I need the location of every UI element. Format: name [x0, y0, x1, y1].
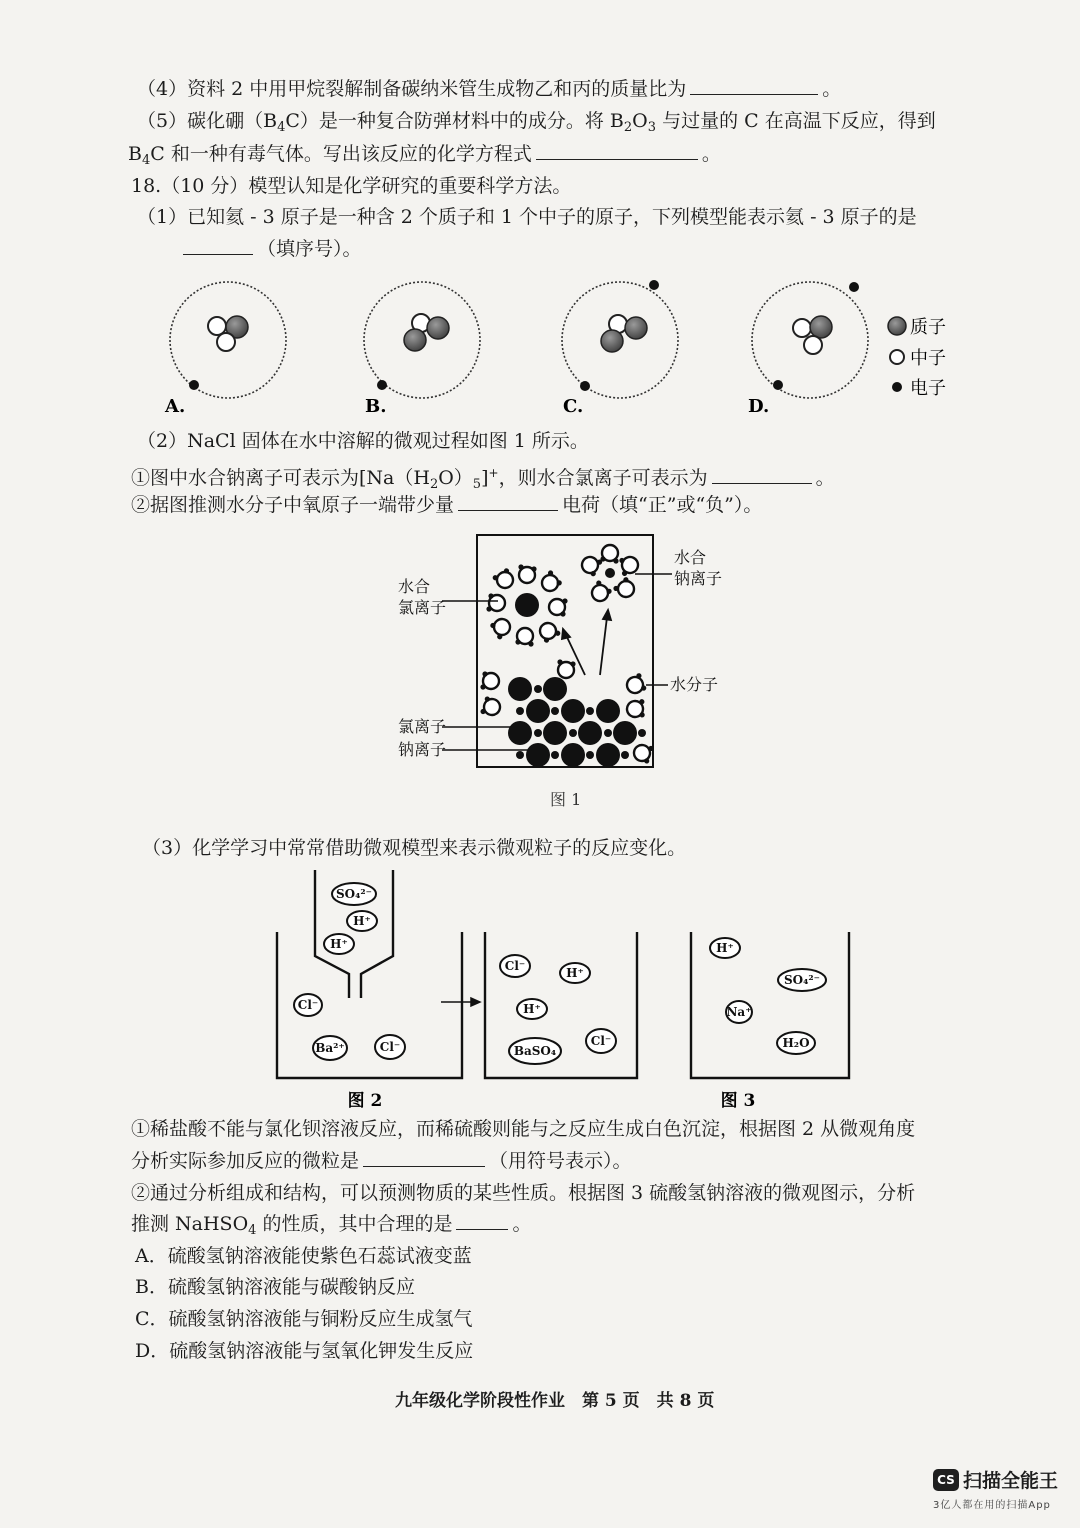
q18-part3-intro: （3）化学学习中常常借助微观模型来表示微观粒子的反应变化。 — [142, 837, 687, 859]
ion-chloride: Cl⁻ — [590, 1034, 612, 1048]
atom-legend — [888, 317, 946, 399]
q18-part1-line1: （1）已知氦 - 3 原子是一种含 2 个质子和 1 个中子的原子，下列模型能表示氦 - 3 原子的是 — [137, 206, 917, 228]
q18-part3-q2-line1: ②通过分析组成和结构，可以预测物质的某些性质。根据图 3 硫酸氢钠溶液的微观图示，分析 — [131, 1182, 916, 1204]
svg-text:氯离子: 氯离子 — [398, 598, 447, 617]
atom-model-a[interactable] — [170, 282, 286, 398]
neutron-legend-icon — [890, 350, 904, 364]
q18-header: 18.（10 分）模型认知是化学研究的重要科学方法。 — [131, 175, 572, 197]
q18-part2-intro: （2）NaCl 固体在水中溶解的微观过程如图 1 所示。 — [137, 430, 589, 452]
q18-part3-q2-line2: 推测 NaHSO$_4$ 的性质，其中合理的是 。 — [131, 1213, 532, 1238]
q17-part5-line2: $B_4C$ 和一种有毒气体。写出该反应的化学方程式 。 — [128, 143, 721, 168]
answer-blank[interactable] — [456, 1211, 508, 1230]
figure-2-caption: 图 2 — [347, 1091, 383, 1110]
answer-blank[interactable] — [712, 465, 812, 484]
scanner-watermark: CS 扫描全能王 3亿人都在用的扫描App — [933, 1470, 1059, 1511]
svg-text:质子: 质子 — [910, 317, 946, 338]
label-hydrated-sodium: 水合 — [674, 548, 707, 567]
page-footer: 九年级化学阶段性作业 第 5 页 共 8 页 — [395, 1391, 715, 1411]
precipitate-barium-sulfate: BaSO₄ — [513, 1044, 557, 1058]
figure-1-caption: 图 1 — [550, 790, 582, 809]
ion-hydrogen: H⁺ — [523, 1002, 541, 1016]
ion-barium: Ba²⁺ — [315, 1041, 345, 1055]
atom-model-d[interactable] — [752, 282, 868, 398]
ion-hydrogen: H⁺ — [353, 914, 371, 928]
svg-text:中子: 中子 — [910, 348, 946, 369]
hydrated-chloride-ion — [486, 564, 567, 646]
label-sodium-ion: 钠离子 — [398, 740, 447, 759]
q18-part3-q1-line1: ①稀盐酸不能与氯化钡溶液反应，而稀硫酸则能与之反应生成白色沉淀，根据图 2 从微观角度 — [131, 1118, 916, 1140]
answer-blank[interactable] — [536, 141, 698, 160]
option-label-c: C. — [563, 396, 584, 417]
choice-b[interactable]: B．硫酸氢钠溶液能与碳酸钠反应 — [135, 1276, 415, 1298]
answer-blank[interactable] — [183, 236, 253, 255]
figure-3-caption: 图 3 — [720, 1091, 756, 1110]
q18-part3-q1-line2: 分析实际参加反应的微粒是 （用符号表示）。 — [131, 1150, 632, 1172]
answer-blank[interactable] — [690, 76, 818, 95]
choice-c[interactable]: C．硫酸氢钠溶液能与铜粉反应生成氢气 — [135, 1308, 473, 1330]
ion-hydrogen: H⁺ — [566, 966, 584, 980]
q17-part5-line1: （5）碳化硼$(B_4C)$是一种复合防弹材料中的成分。将 $B_2O_3$ 与过量的 C 在高温下反应，得到 — [137, 110, 936, 135]
label-hydrated-chloride: 水合 — [398, 577, 431, 596]
svg-text:电子: 电子 — [910, 378, 946, 399]
atom-model-b[interactable] — [364, 282, 480, 398]
q18-part2-q2: ②据图推测水分子中氧原子一端带少量 电荷（填“正”或“负”）。 — [131, 494, 763, 516]
atom-models-figure — [150, 270, 980, 420]
proton-legend-icon — [888, 317, 906, 335]
choice-a[interactable]: A．硫酸氢钠溶液能使紫色石蕊试液变蓝 — [135, 1245, 472, 1267]
camscanner-logo-icon: CS — [933, 1469, 959, 1491]
option-label-b: B. — [365, 396, 387, 417]
nacl-crystal-lattice — [480, 659, 654, 767]
ion-chloride: Cl⁻ — [379, 1040, 401, 1054]
label-chloride-ion: 氯离子 — [398, 717, 447, 736]
ion-sulfate: SO₄²⁻ — [336, 887, 372, 901]
ion-hydrogen: H⁺ — [330, 937, 348, 951]
figure-1-nacl-dissolution — [380, 525, 760, 815]
hydrated-sodium-ion — [579, 545, 640, 605]
molecule-water: H₂O — [782, 1036, 810, 1050]
answer-blank[interactable] — [458, 492, 558, 511]
ion-chloride: Cl⁻ — [297, 998, 319, 1012]
option-label-d: D. — [748, 396, 770, 417]
q17-part4: （4）资料 2 中用甲烷裂解制备碳纳米管生成物乙和丙的质量比为 。 — [137, 78, 842, 100]
figures-2-3-ion-reactions — [265, 870, 865, 1110]
ion-sulfate: SO₄²⁻ — [784, 973, 820, 987]
svg-text:钠离子: 钠离子 — [674, 569, 723, 588]
ion-hydrogen: H⁺ — [716, 941, 734, 955]
answer-blank[interactable] — [363, 1148, 485, 1167]
ion-chloride: Cl⁻ — [504, 959, 526, 973]
choice-d[interactable]: D．硫酸氢钠溶液能与氢氧化钾发生反应 — [135, 1340, 474, 1362]
option-label-a: A. — [165, 396, 186, 417]
electron-legend-icon — [892, 382, 902, 392]
q18-part2-q1: ①图中水合钠离子可表示为$[Na(H_2O)_5]^+$，则水合氯离子可表示为 。 — [131, 466, 835, 492]
label-water-molecule: 水分子 — [670, 675, 719, 694]
ion-sodium: Na⁺ — [726, 1005, 752, 1019]
atom-model-c[interactable] — [562, 280, 678, 398]
q18-part1-line2: （填序号）。 — [183, 236, 362, 262]
